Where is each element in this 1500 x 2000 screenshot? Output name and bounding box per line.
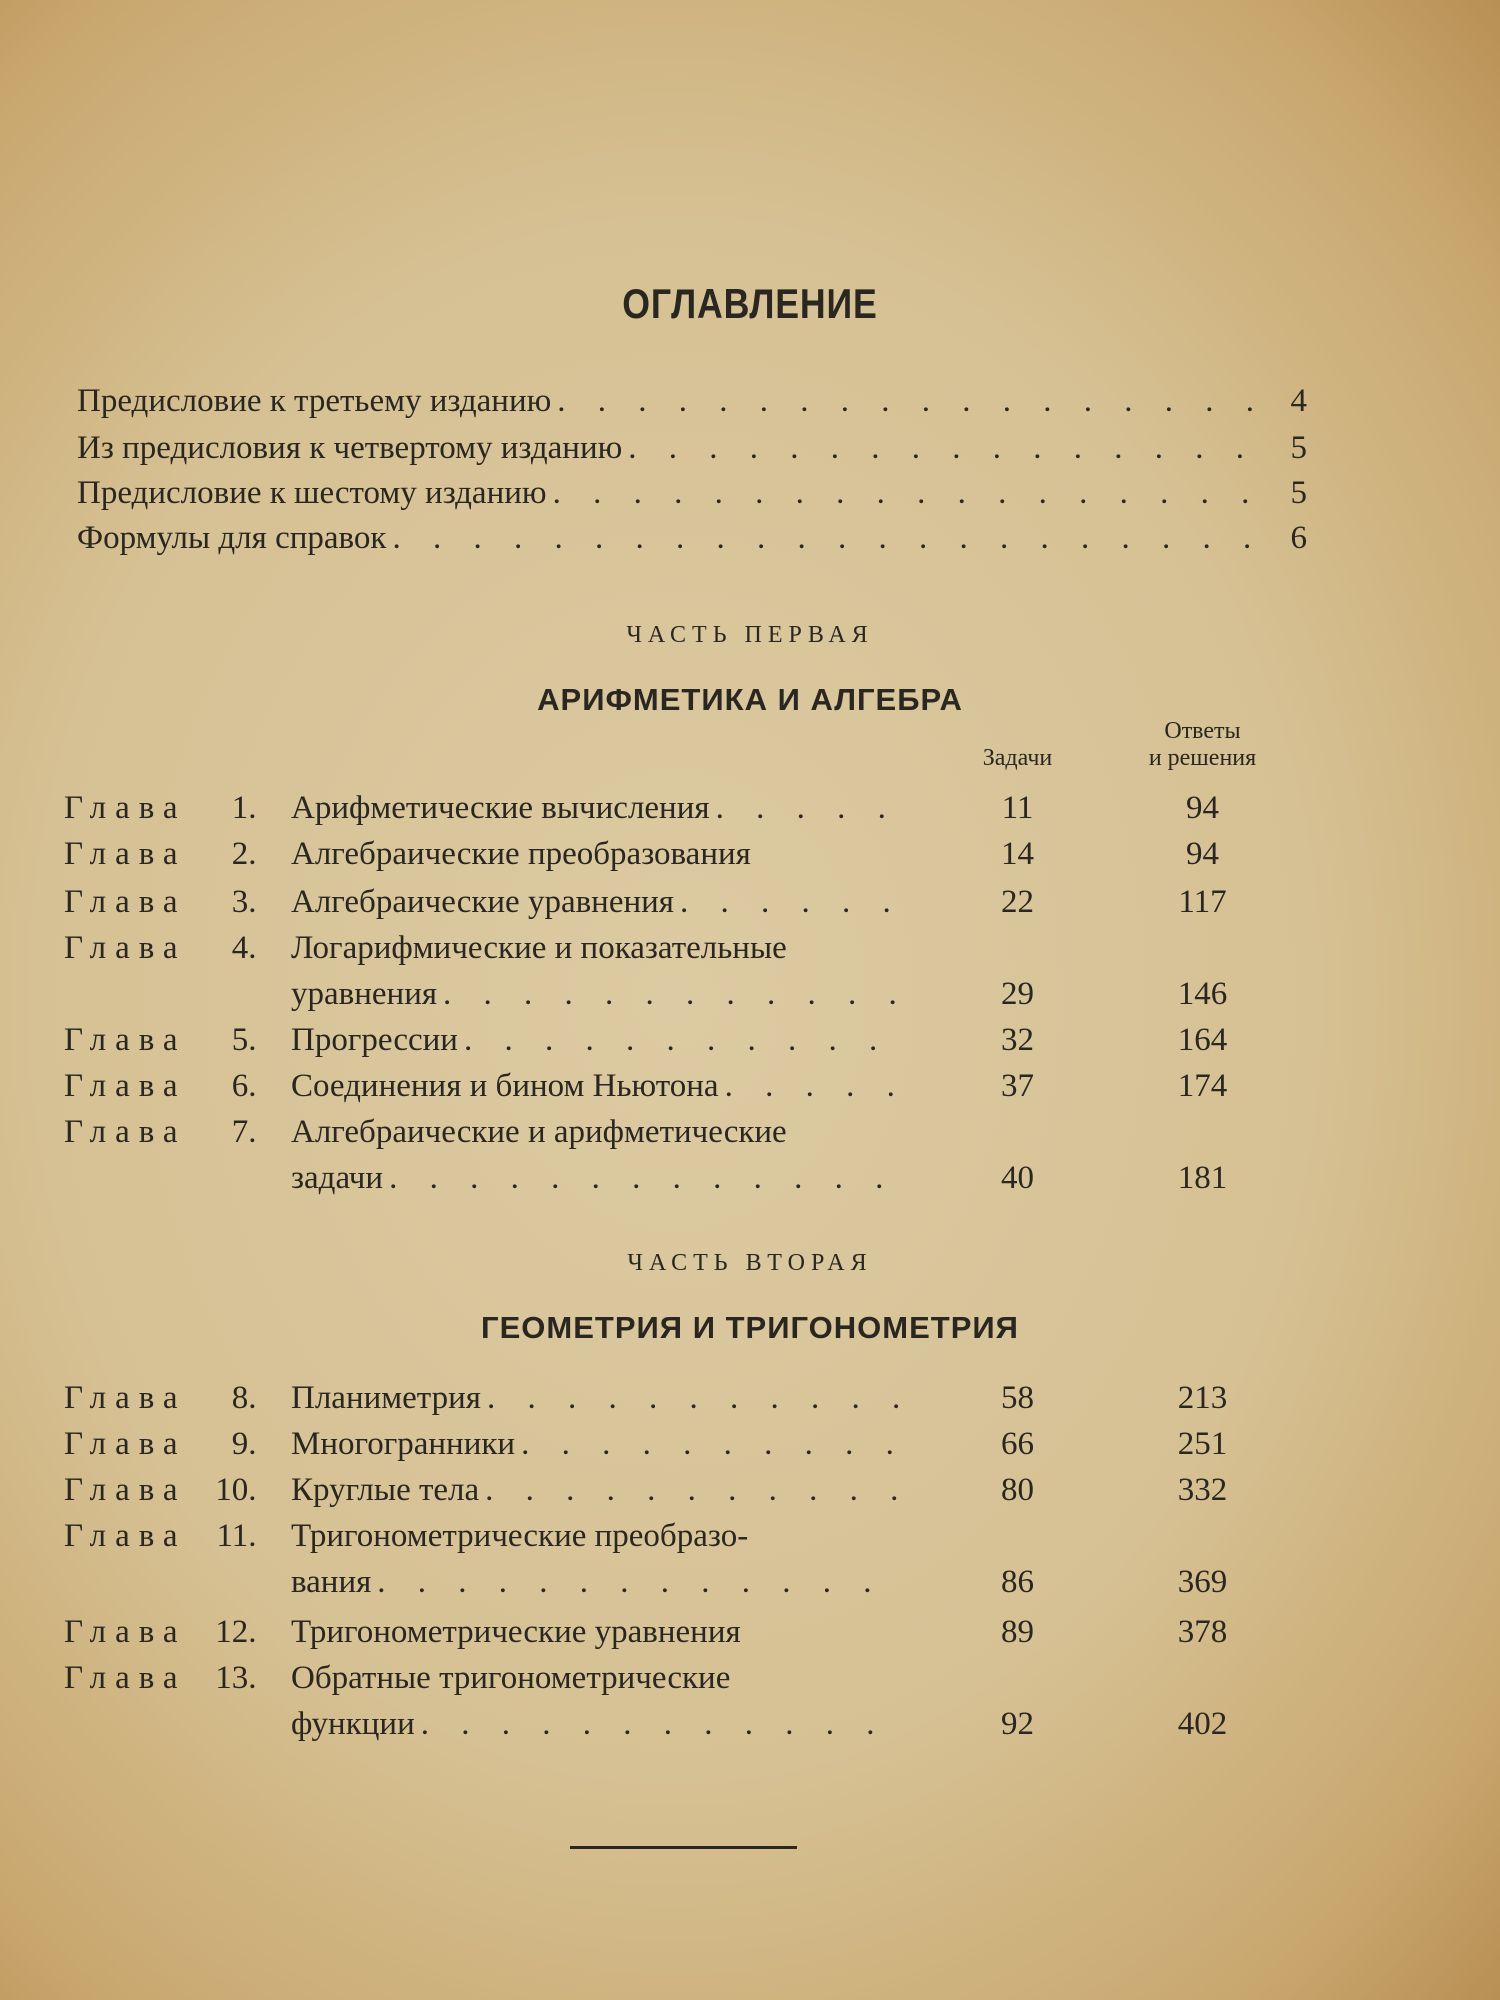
chapter-title-text: Многогранники: [291, 1426, 516, 1462]
chapter-word: Глава: [64, 1518, 187, 1554]
toc-entry[interactable]: [77, 475, 1307, 512]
answers-page: 251: [1177, 1426, 1228, 1462]
chapter-number: 2.: [231, 836, 257, 872]
chapter-label: [64, 1022, 257, 1059]
column-header-answers: Ответы: [1164, 718, 1241, 744]
entry-title: Формулы для справок: [77, 520, 387, 556]
dot-leader: [389, 1160, 900, 1197]
toc-entry[interactable]: [77, 383, 1307, 420]
chapter-number: 13.: [215, 1660, 257, 1696]
chapter-title[interactable]: [291, 930, 906, 967]
chapter-label: [64, 1660, 257, 1697]
chapter-number: 6.: [231, 1068, 257, 1104]
chapter-word: Глава: [64, 790, 187, 826]
answers-page: 174: [1177, 1068, 1228, 1104]
problems-page: 92: [1001, 1706, 1034, 1742]
chapter-number: 3.: [231, 884, 257, 920]
chapter-label: [64, 790, 257, 827]
chapter-title[interactable]: [291, 884, 906, 921]
problems-page: 11: [1001, 790, 1034, 826]
answers-page: 181: [1177, 1160, 1228, 1196]
page-number: 4: [1290, 383, 1307, 419]
chapter-number: 7.: [231, 1114, 257, 1150]
dot-leader: [557, 383, 1271, 420]
answers-page: 369: [1177, 1564, 1228, 1600]
chapter-title[interactable]: [291, 1022, 906, 1059]
problems-page: 29: [1001, 976, 1034, 1012]
chapter-word: Глава: [64, 1022, 187, 1058]
chapter-title[interactable]: [291, 1472, 906, 1509]
chapter-title-text: Арифметические вычисления: [291, 790, 710, 826]
dot-leader: [716, 790, 900, 827]
answers-page: 94: [1186, 790, 1219, 826]
chapter-label: [64, 836, 257, 873]
problems-page: 86: [1001, 1564, 1034, 1600]
chapter-title-text: вания: [291, 1564, 372, 1600]
chapter-title-text: Алгебраические уравнения: [291, 884, 674, 920]
chapter-title-text: Круглые тела: [291, 1472, 480, 1508]
answers-page: 164: [1177, 1022, 1228, 1058]
answers-page: 117: [1178, 884, 1227, 920]
chapter-word: Глава: [64, 836, 187, 872]
answers-page: 402: [1177, 1706, 1228, 1742]
chapter-word: Глава: [64, 1114, 187, 1150]
dot-leader: [553, 475, 1271, 512]
chapter-label: [64, 1426, 257, 1463]
chapter-title-text: Тригонометрические преобразо-: [291, 1518, 749, 1554]
chapter-title-text: Тригонометрические уравнения: [291, 1614, 741, 1650]
chapter-word: Глава: [64, 1426, 187, 1462]
column-header-problems: Задачи: [982, 745, 1053, 771]
answers-page: 94: [1186, 836, 1219, 872]
chapter-label: [64, 1380, 257, 1417]
problems-page: 80: [1001, 1472, 1034, 1508]
chapter-title-text: задачи: [291, 1160, 384, 1196]
chapter-title-continued[interactable]: [291, 976, 906, 1013]
page-number: 5: [1290, 475, 1307, 511]
chapter-label: [64, 1614, 257, 1651]
chapter-title-continued[interactable]: [291, 1706, 906, 1743]
chapter-number: 8.: [231, 1380, 257, 1416]
chapter-label: [64, 884, 257, 921]
chapter-title[interactable]: [291, 1660, 906, 1697]
chapter-title-text: Алгебраические преобразования: [291, 836, 751, 872]
dot-leader: [421, 1706, 900, 1743]
column-header-answers: и решения: [1148, 745, 1257, 771]
problems-page: 40: [1001, 1160, 1034, 1196]
chapter-word: Глава: [64, 1614, 187, 1650]
part-label: ЧАСТЬ ПЕРВАЯ: [626, 622, 874, 648]
dot-leader: [392, 520, 1271, 557]
chapter-title[interactable]: [291, 1114, 906, 1151]
part-label: ЧАСТЬ ВТОРАЯ: [627, 1250, 873, 1276]
problems-page: 14: [1001, 836, 1034, 872]
problems-page: 32: [1001, 1022, 1034, 1058]
dot-leader: [725, 1068, 900, 1105]
answers-page: 146: [1177, 976, 1228, 1012]
dot-leader: [487, 1380, 900, 1417]
chapter-word: Глава: [64, 1068, 187, 1104]
page-number: 5: [1290, 430, 1307, 466]
problems-page: 37: [1001, 1068, 1034, 1104]
chapter-word: Глава: [64, 1660, 187, 1696]
answers-page: 378: [1177, 1614, 1228, 1650]
chapter-title-text: Логарифмические и показательные: [291, 930, 787, 966]
chapter-title-text: функции: [291, 1706, 415, 1742]
chapter-number: 1.: [231, 790, 257, 826]
chapter-label: [64, 930, 257, 967]
dot-leader: [485, 1472, 900, 1509]
chapter-number: 11.: [216, 1518, 257, 1554]
toc-entry[interactable]: [77, 430, 1307, 467]
dot-leader: [680, 884, 900, 921]
chapter-word: Глава: [64, 930, 187, 966]
problems-page: 66: [1001, 1426, 1034, 1462]
chapter-title-continued[interactable]: [291, 1160, 906, 1197]
chapter-title[interactable]: [291, 1426, 906, 1463]
chapter-number: 9.: [231, 1426, 257, 1462]
page-number: 6: [1290, 520, 1307, 556]
chapter-number: 4.: [231, 930, 257, 966]
chapter-number: 10.: [215, 1472, 257, 1508]
chapter-label: [64, 1518, 257, 1555]
problems-page: 89: [1001, 1614, 1034, 1650]
chapter-title-text: Прогрессии: [291, 1022, 458, 1058]
problems-page: 22: [1001, 884, 1034, 920]
entry-title: Предисловие к третьему изданию: [77, 383, 552, 419]
chapter-title-text: Обратные тригонометрические: [291, 1660, 731, 1696]
chapter-word: Глава: [64, 1380, 187, 1416]
problems-page: 58: [1001, 1380, 1034, 1416]
entry-title: Из предисловия к четвертому изданию: [77, 430, 623, 466]
chapter-title-text: Соединения и бином Ньютона: [291, 1068, 719, 1104]
chapter-title[interactable]: [291, 1614, 906, 1651]
answers-page: 332: [1177, 1472, 1228, 1508]
chapter-title[interactable]: [291, 1068, 906, 1105]
chapter-title-continued[interactable]: [291, 1564, 906, 1601]
chapter-title-text: Планиметрия: [291, 1380, 481, 1416]
dot-leader: [628, 430, 1271, 467]
chapter-number: 5.: [231, 1022, 257, 1058]
chapter-title[interactable]: [291, 836, 906, 873]
chapter-title[interactable]: [291, 790, 906, 827]
chapter-word: Глава: [64, 1472, 187, 1508]
divider: [570, 1846, 797, 1849]
chapter-title[interactable]: [291, 1380, 906, 1417]
chapter-word: Глава: [64, 884, 187, 920]
dot-leader: [377, 1564, 900, 1601]
chapter-label: [64, 1472, 257, 1509]
dot-leader: [464, 1022, 900, 1059]
entry-title: Предисловие к шестому изданию: [77, 475, 547, 511]
toc-entry[interactable]: [77, 520, 1307, 557]
chapter-number: 12.: [215, 1614, 257, 1650]
part-title: ГЕОМЕТРИЯ И ТРИГОНОМЕТРИЯ: [481, 1310, 1019, 1345]
page-title: ОГЛАВЛЕНИЕ: [622, 280, 878, 327]
chapter-title-text: Алгебраические и арифметические: [291, 1114, 787, 1150]
dot-leader: [521, 1426, 900, 1463]
chapter-label: [64, 1068, 257, 1105]
answers-page: 213: [1177, 1380, 1228, 1416]
dot-leader: [443, 976, 900, 1013]
chapter-title[interactable]: [291, 1518, 906, 1555]
part-title: АРИФМЕТИКА И АЛГЕБРА: [537, 682, 963, 717]
chapter-label: [64, 1114, 257, 1151]
chapter-title-text: уравнения: [291, 976, 438, 1012]
